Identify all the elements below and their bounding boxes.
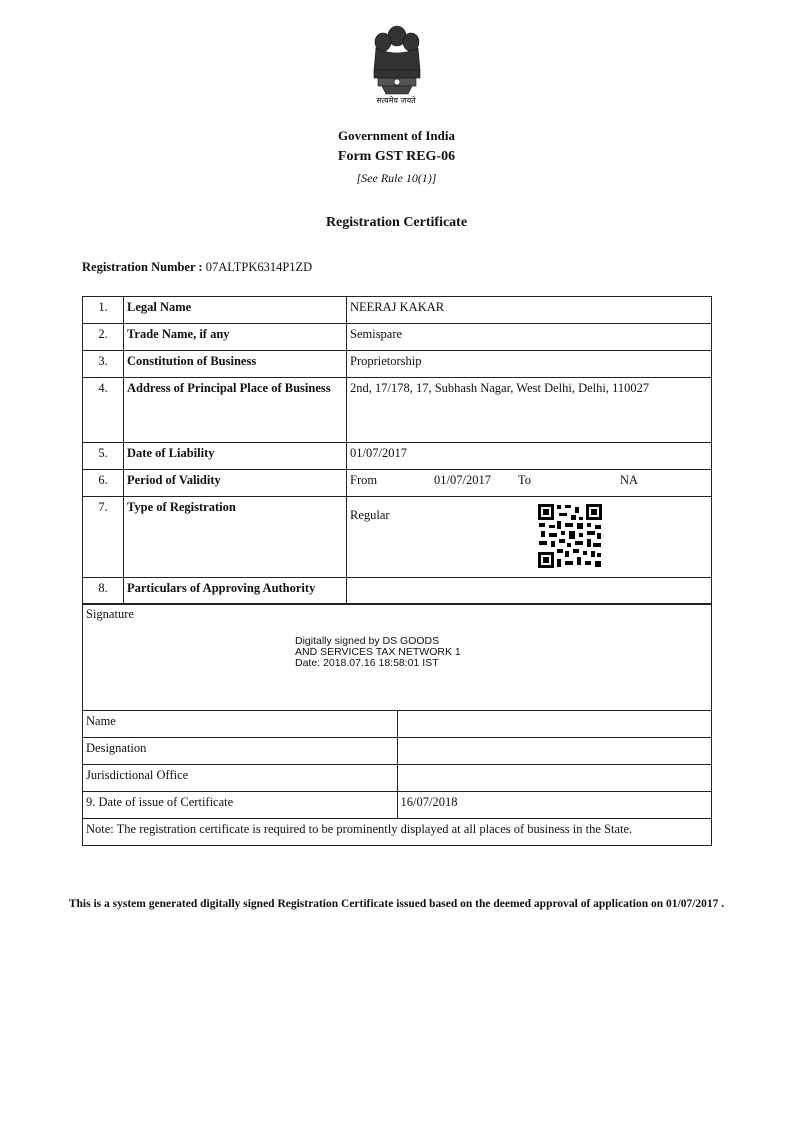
- row-value: [347, 578, 712, 605]
- qr-code-icon: [537, 503, 603, 569]
- row-number: 3.: [83, 351, 124, 378]
- validity-cell: [347, 470, 712, 497]
- signature-cell: [83, 604, 712, 711]
- rule-reference: [See Rule 10(1)]: [356, 171, 437, 185]
- table-row: [83, 324, 712, 351]
- digital-signature-line: Digitally signed by DS GOODS: [295, 635, 440, 647]
- row-label: Type of Registration: [124, 497, 347, 578]
- table-row: [83, 738, 712, 765]
- name-value: [397, 711, 712, 738]
- digital-signature: [295, 636, 461, 669]
- jurisdictional-office-value: [397, 765, 712, 792]
- row-number: 5.: [83, 443, 124, 470]
- table-row: [83, 578, 712, 605]
- table-row: [83, 378, 712, 443]
- row-number: 8.: [83, 578, 124, 605]
- row-number: 1.: [83, 297, 124, 324]
- row-label: Particulars of Approving Authority: [124, 578, 347, 605]
- validity-from-value: 01/07/2017: [434, 473, 491, 487]
- row-label: Trade Name, if any: [124, 324, 347, 351]
- signature-label: Signature: [86, 607, 134, 621]
- row-number: 6.: [83, 470, 124, 497]
- designation-label: Designation: [83, 738, 398, 765]
- certificate-details-table: [82, 296, 712, 605]
- table-row: [83, 765, 712, 792]
- note: Note: The registration certificate is required to be prominently displayed at all places of business in the State.: [83, 819, 712, 846]
- government-heading: Government of India: [338, 128, 455, 143]
- digital-signature-date: Date: 2018.07.16 18:58:01 IST: [295, 657, 439, 669]
- row-value: Regular: [350, 508, 390, 522]
- validity-to-label: To: [518, 473, 532, 487]
- row-label: Constitution of Business: [124, 351, 347, 378]
- table-row: [83, 497, 712, 578]
- table-row: [83, 792, 712, 819]
- row-number: 4.: [83, 378, 124, 443]
- row-value: Proprietorship: [347, 351, 712, 378]
- registration-number-value: 07ALTPK6314P1ZD: [205, 260, 313, 274]
- table-row: [83, 711, 712, 738]
- row-number: 7.: [83, 497, 124, 578]
- registration-number: [82, 260, 312, 275]
- emblem-motto: सत्यमेव जयते: [376, 96, 416, 105]
- validity-from-label: From: [350, 473, 378, 487]
- validity-to-value: NA: [620, 473, 639, 487]
- designation-value: [397, 738, 712, 765]
- form-title: Form GST REG-06: [337, 149, 456, 164]
- table-row: [83, 819, 712, 846]
- footer-statement: This is a system generated digitally signed Registration Certificate issued based on the deemed approval of application on 01/07/2017 .: [68, 898, 725, 910]
- row-value: 01/07/2017: [347, 443, 712, 470]
- signature-table: [82, 603, 712, 846]
- table-row: [83, 351, 712, 378]
- certificate-title: Registration Certificate: [325, 215, 468, 230]
- registration-number-label: Registration Number :: [82, 260, 203, 274]
- digital-signature-line: AND SERVICES TAX NETWORK 1: [295, 646, 461, 658]
- name-label: Name: [83, 711, 398, 738]
- date-of-issue-label: 9. Date of issue of Certificate: [83, 792, 398, 819]
- row-value: Semispare: [347, 324, 712, 351]
- row-value: 2nd, 17/178, 17, Subhash Nagar, West Delhi, Delhi, 110027: [347, 378, 712, 443]
- table-row: [83, 297, 712, 324]
- row-label: Date of Liability: [124, 443, 347, 470]
- row-number: 2.: [83, 324, 124, 351]
- row-label: Period of Validity: [124, 470, 347, 497]
- table-row: [83, 470, 712, 497]
- row-label: Address of Principal Place of Business: [124, 378, 347, 443]
- validity-period: [347, 470, 711, 490]
- registration-type-cell: [347, 497, 712, 578]
- row-value: NEERAJ KAKAR: [347, 297, 712, 324]
- jurisdictional-office-label: Jurisdictional Office: [83, 765, 398, 792]
- row-label: Legal Name: [124, 297, 347, 324]
- date-of-issue-value: 16/07/2018: [397, 792, 712, 819]
- table-row: [83, 443, 712, 470]
